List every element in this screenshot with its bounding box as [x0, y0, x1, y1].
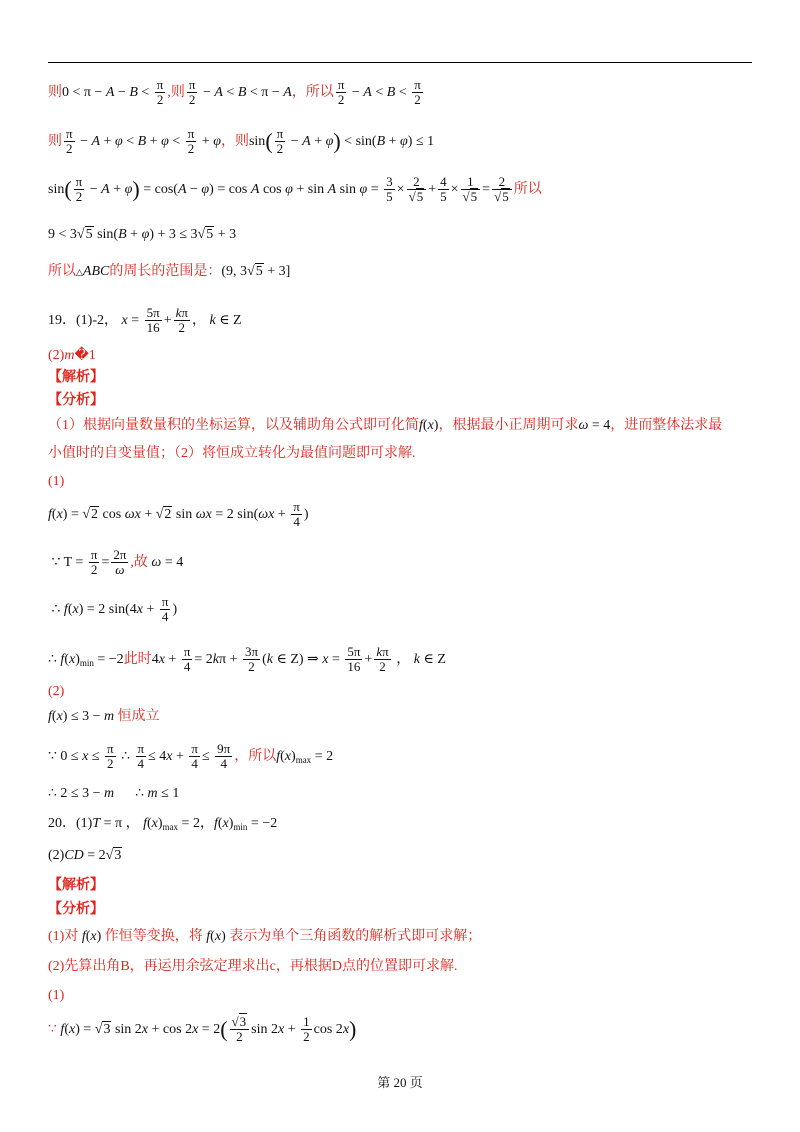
text-ze-2: 则 — [48, 134, 62, 150]
var-m: m — [64, 348, 75, 363]
jiexi-heading-2: 【解析】 — [48, 878, 104, 893]
text-suoyi-4: ，所以 — [234, 749, 277, 765]
text-zhe: ,则 — [167, 85, 185, 101]
garbled-text: �1 — [74, 348, 96, 363]
q20-number: 20．(1) — [48, 816, 93, 831]
eq-m: ∴ 2 ≤ 3 − m ∴ m ≤ 1 — [48, 786, 180, 801]
line-1: 则0 < π − A − B < $\frac{\pi}{2}$ ,则 $\frac{\pi}{2}$ − A < B < π − A，所以 $\frac{\pi}{2}$ − A < B < $\frac{\pi}{2}$ — [48, 77, 421, 108]
q20-answer-2: (2)CD = 2√3 — [48, 848, 122, 863]
analysis-text-c: ，进而整体法求最 — [610, 418, 723, 433]
fenxi-heading: 【分析】 — [48, 393, 104, 408]
q20-part2-label: (2) — [48, 848, 65, 863]
line-2: 则 $\frac{\pi}{2}$ − A + φ < B + φ < $\frac{\pi}{2}$ + φ，则sin( $\frac{\pi}{2}$ − A + φ) < sin(B + φ) ≤ 1 — [48, 126, 435, 157]
comma: ， — [191, 313, 206, 329]
line-4: 9 < 3√5 sin(B + φ) + 3 ≤ 3√5 + 3 — [48, 227, 237, 242]
analysis-text-b: ，根据最小正周期可求 — [438, 418, 579, 433]
eq-f: f(x) = √2 cos ωx + √2 sin ωx = 2 sin(ωx + $\frac{\pi}{4}$ ) — [48, 499, 309, 530]
jiexi-heading: 【解析】 — [48, 370, 104, 385]
text-suoyi: ，所以 — [291, 85, 334, 101]
header-rule — [48, 62, 752, 63]
q20-answer-1: 20．(1)T = π ， $f(x)_{max} = 2$，$f(x)_{min} = -2$ — [48, 816, 278, 832]
part1-label: (1) — [48, 474, 65, 489]
analysis2-text-b: 作恒等变换，将 — [104, 929, 203, 944]
eq-f2: ∴ f(x) = 2 sin(4x + $\frac{\pi}{4}$ ) — [48, 594, 178, 625]
q19-number: 19．(1)-2， — [48, 313, 118, 329]
analysis-2a: (1)对 f(x) 作恒等变换，将 f(x) 表示为单个三角函数的解析式即可求解； — [48, 929, 482, 944]
text-suoyi-3: 所以 — [48, 264, 76, 279]
line-3: sin( $\frac{\pi}{2}$ − A + φ) = cos(A − φ) = cos A cos φ + sin A sin φ = $\frac{3}{5}$ × $\frac{2}{√5}$ + $\frac{4}{5}$ × $\frac{1}{√5}$ = $\frac{2}{√5}$ 所以 — [48, 174, 542, 205]
comma-2: ， — [199, 816, 214, 831]
page-footer: 第 20 页 — [377, 1075, 423, 1090]
analysis2-text-c: 表示为单个三角函数的解析式即可求解； — [229, 929, 482, 944]
text-range: 的周长的范围是： — [109, 264, 222, 279]
eq-f3: ∵ f(x) = √3 sin 2x + cos 2x = 2( $\frac{√3}{2}$ sin 2x + $\frac{1}{2}$ cos 2x) — [48, 1014, 357, 1045]
analysis-1a: （1）根据向量数量积的坐标运算，以及辅助角公式即可化简f(x)，根据最小正周期可求ω = 4，进而整体法求最 — [48, 418, 723, 433]
q19-answer-2 — [48, 348, 96, 365]
eq-min: ∴ $f(x)_{min} = -2$此时4x + $\frac{\pi}{4}$ = 2kπ + $\frac{3\pi}{2}$ (k ∈ Z) ⇒ x = $\frac{5\pi}{16}$ + $\frac{k\pi}{2}$ ， k ∈ Z — [48, 644, 446, 675]
eq-ineq: f(x) ≤ 3 − m 恒成立 — [48, 709, 160, 724]
text-hengchengli: 恒成立 — [117, 709, 160, 724]
fenxi-heading-2: 【分析】 — [48, 902, 104, 917]
text-cishi: 此时 — [123, 652, 152, 668]
text-ze: 则 — [48, 85, 62, 101]
part1-label-2: (1) — [48, 988, 65, 1003]
eq-range: ∵ 0 ≤ x ≤ $\frac{\pi}{2}$ ∴ $\frac{\pi}{4}$ ≤ 4x + $\frac{\pi}{4}$ ≤ $\frac{9\pi}{4}$ ，所以$f(x)_{max} = 2$ — [48, 741, 334, 772]
text-gu: ,故 — [130, 555, 148, 571]
eq-T: ∵ T = $\frac{\pi}{2}$ = $\frac{2\pi}{\omega}$ ,故 ω = 4 — [48, 547, 184, 578]
part2-label: (2) — [48, 348, 65, 363]
analysis-1b: 小值时的自变量值；（2）将恒成立转化为最值问题即可求解. — [48, 446, 416, 461]
text-suoyi-2: 所以 — [513, 182, 542, 198]
text-ze-3: ，则 — [220, 134, 249, 150]
analysis-text-a: （1）根据向量数量积的坐标运算，以及辅助角公式即可化简 — [48, 418, 419, 433]
part2-heading: (2) — [48, 684, 65, 699]
q19-answer-1: 19．(1)-2， x = $\frac{5\pi}{16}$ + $\frac{k\pi}{2}$ ， k ∈ Z — [48, 305, 242, 336]
line-5: 所以△ABC的周长的范围是：(9, 3√5 + 3] — [48, 264, 291, 279]
analysis-2b: (2)先算出角B，再运用余弦定理求出c，再根据D点的位置即可求解. — [48, 959, 458, 974]
analysis2-text-a: (1)对 — [48, 929, 79, 944]
